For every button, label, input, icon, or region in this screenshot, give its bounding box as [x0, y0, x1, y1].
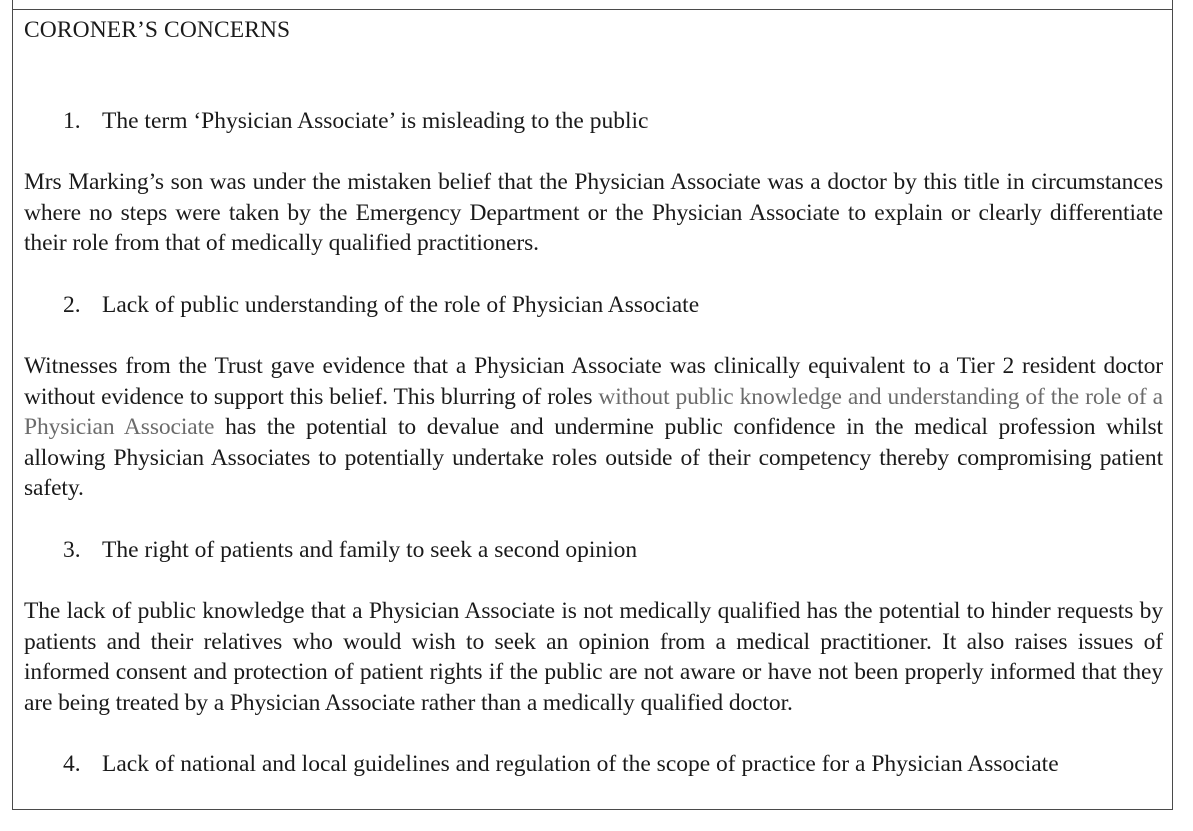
concern-3-title: The right of patients and family to seek a second opinion — [102, 536, 638, 563]
concern-2-number: 2. — [63, 291, 81, 318]
concern-3-paragraph: The lack of public knowledge that a Physician Associate is not medically qualified has the potential to hinder requests by patients and their relatives who would wish to seek an opinion from a medical practitioner. It also raises issues of informed consent and protection of patient rights if the public are not aware or have not been properly informed that they are being treated by a Physician Associate rather than a medically qualified doctor. — [24, 598, 1163, 716]
concern-2-paragraph-end: has the potential to devalue and undermine public confidence in the medical profession whilst allowing Physician Associates to potentially undertake roles outside of their competency thereby compromising patient safety. — [24, 414, 1163, 501]
concern-2-heading — [24, 290, 1163, 321]
table-top-border — [13, 9, 1172, 10]
concern-4-heading — [24, 749, 1163, 780]
concern-1-paragraph: Mrs Marking’s son was under the mistaken belief that the Physician Associate was a doctor by this title in circumstances where no steps were taken by the Emergency Department or the Physician Associate to explain or clearly differentiate their role from that of medically qualified practitioners. — [24, 169, 1163, 256]
concern-1-heading — [24, 106, 1163, 137]
concern-2-paragraph-muted: without public knowledge and understanding of the role of a Physician Associate — [24, 383, 1163, 440]
concern-1-number: 1. — [63, 107, 81, 134]
concern-2-paragraph-start: Witnesses from the Trust gave evidence that a Physician Associate was clinically equivalent to a Tier 2 resident doctor without evidence to support this belief. This blurring of roles — [24, 353, 1163, 410]
concern-4-number: 4. — [63, 751, 81, 777]
concern-2-paragraph — [24, 351, 1163, 504]
concern-3-number: 3. — [63, 536, 81, 563]
concern-2-title: Lack of public understanding of the role of Physician Associate — [102, 291, 700, 318]
section-title: CORONER’S CONCERNS — [24, 17, 291, 43]
document-body — [24, 15, 1163, 780]
concern-1-title: The term ‘Physician Associate’ is misleading to the public — [102, 107, 649, 134]
concern-4-title: Lack of national and local guidelines and regulation of the scope of practice for a Physician Associate — [102, 751, 1059, 777]
concern-3-heading — [24, 535, 1163, 566]
document-frame — [12, 0, 1173, 810]
